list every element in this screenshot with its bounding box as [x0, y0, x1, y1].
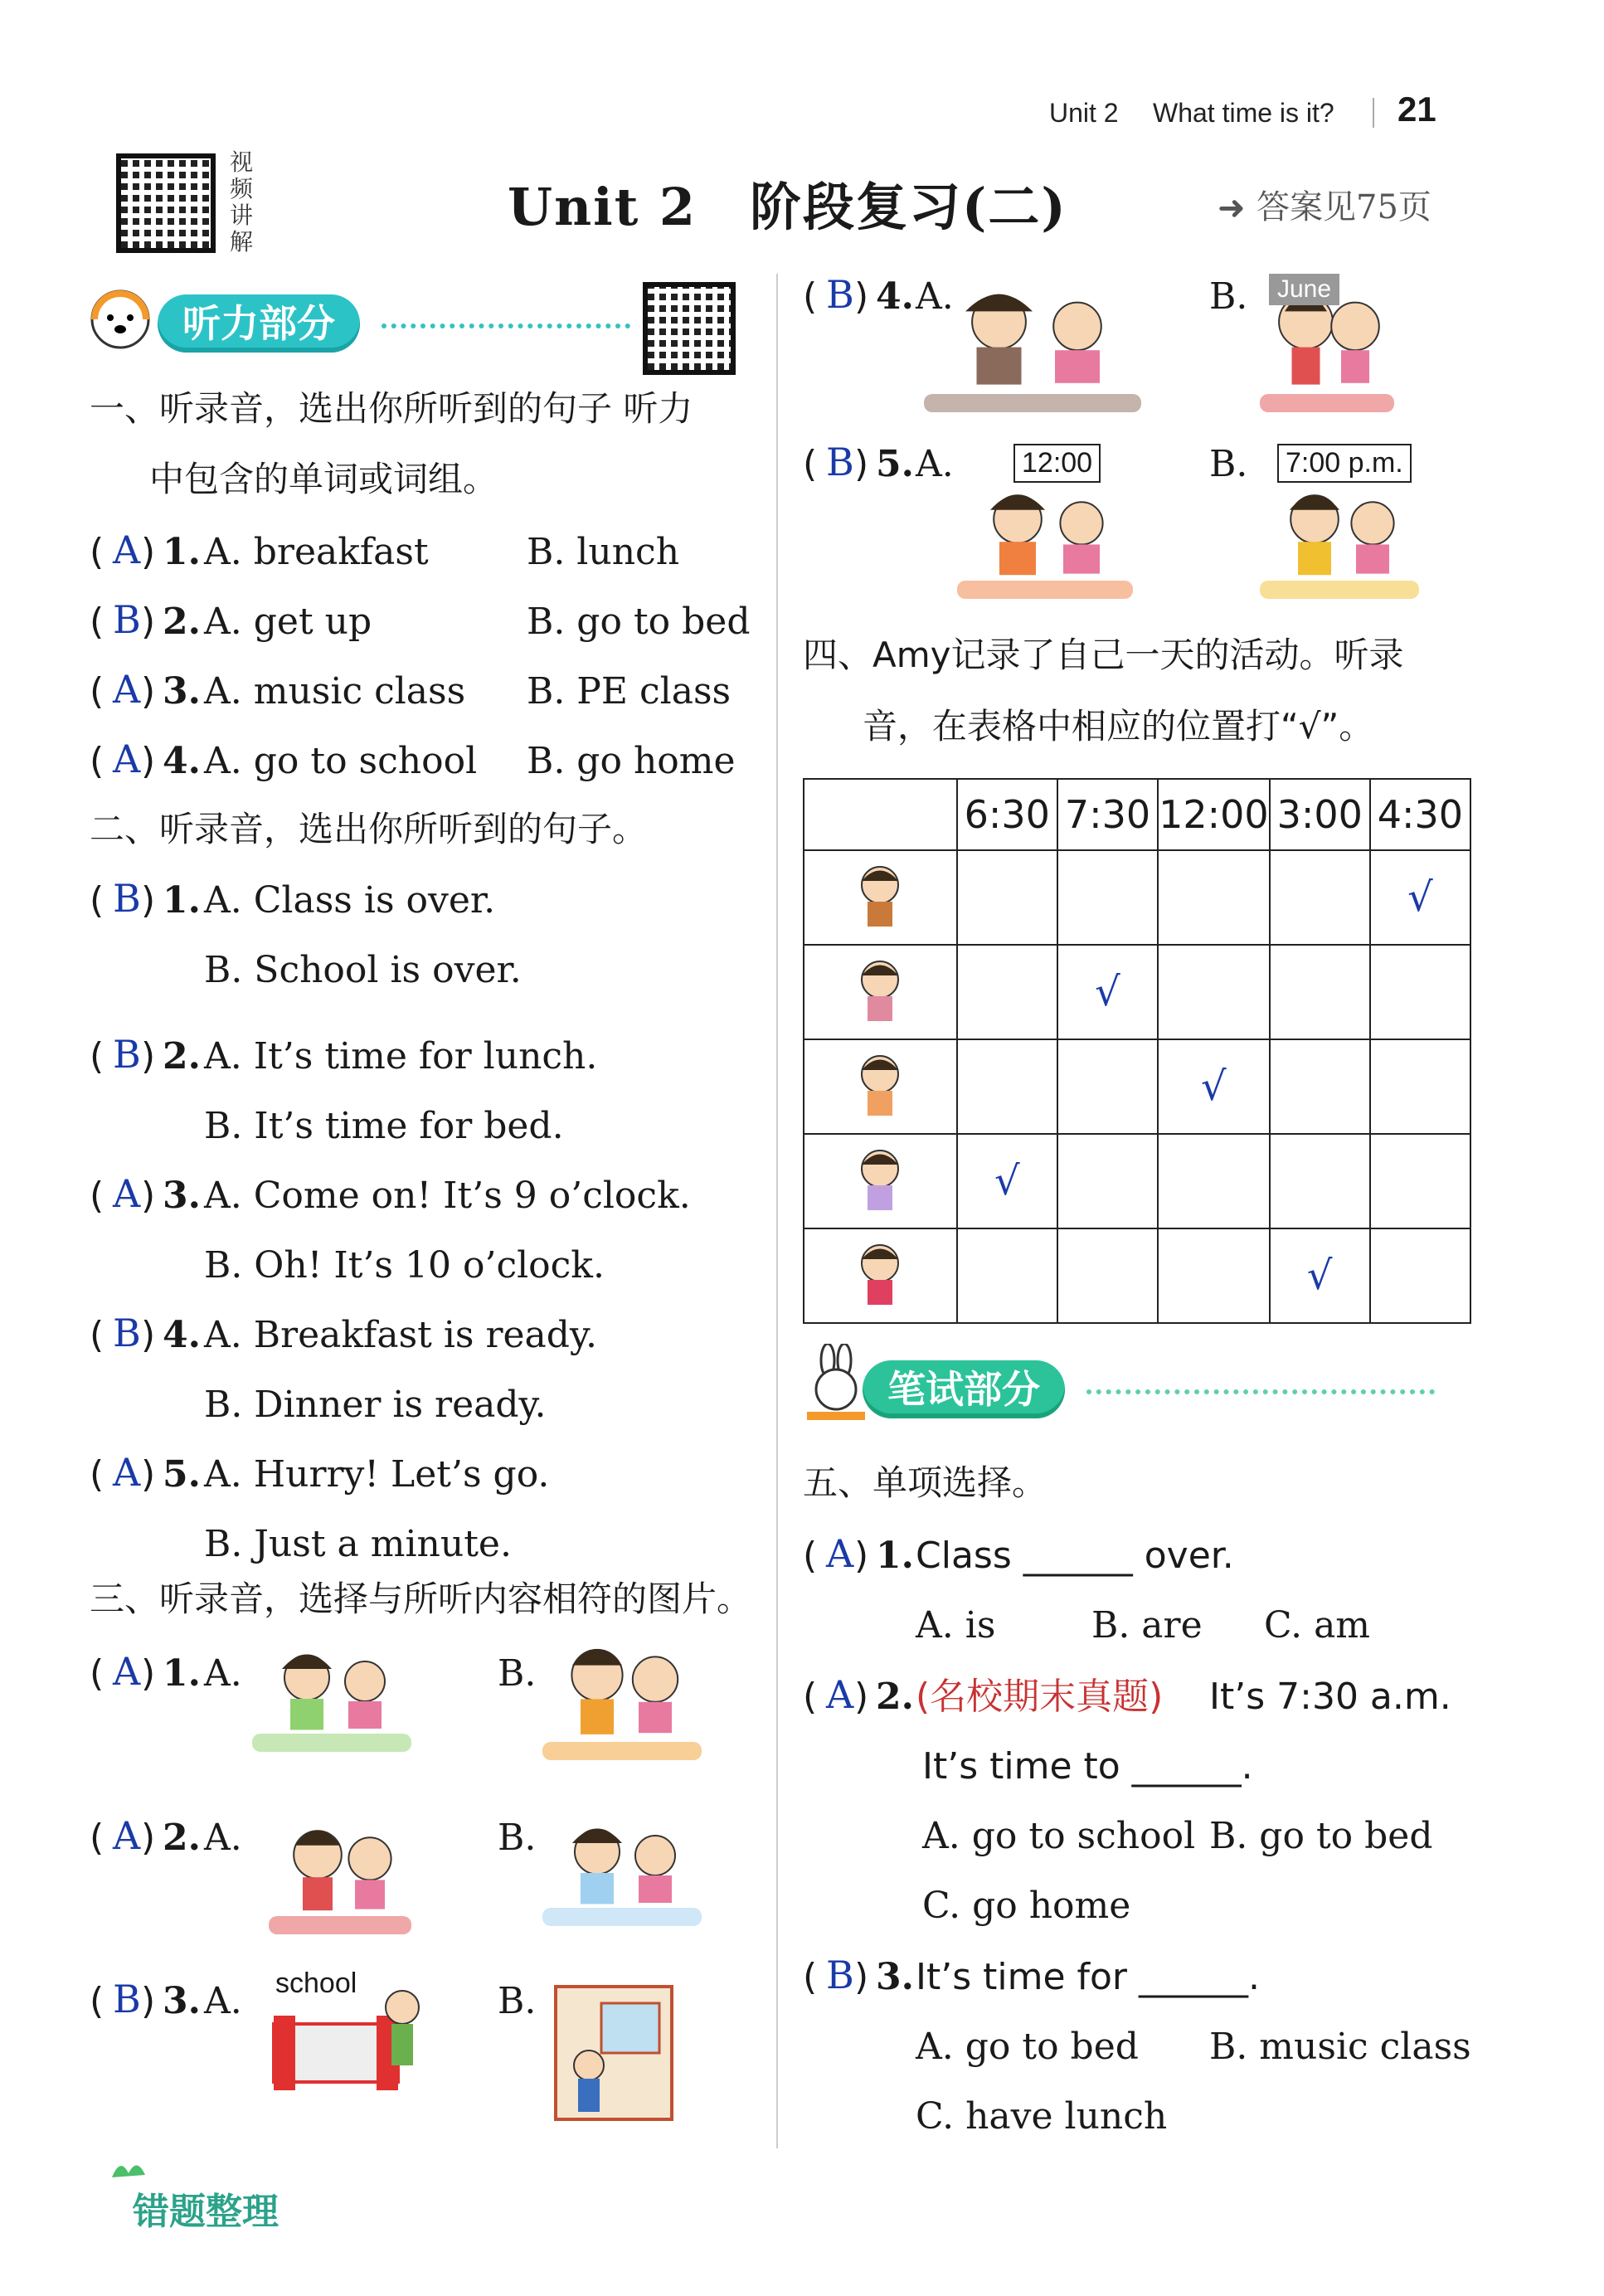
- schedule-time-header: 7:30: [1057, 779, 1158, 850]
- sec5-q1-option-b: B. are: [1091, 1604, 1203, 1647]
- schedule-cell[interactable]: [1370, 1134, 1470, 1228]
- sec2-answer: A: [113, 1171, 141, 1216]
- sec5-answer: B: [826, 1953, 854, 1997]
- sec5-q1-option-c: C. am: [1264, 1604, 1371, 1647]
- schedule-cell[interactable]: [1370, 945, 1470, 1039]
- section-dots: [382, 323, 630, 328]
- sec1-answer: B: [113, 597, 141, 642]
- sec5-q1-option-a: A. is: [916, 1604, 996, 1647]
- schedule-cell[interactable]: [957, 945, 1057, 1039]
- sec3-option-b: B.: [498, 1652, 537, 1695]
- sec3-answer: B: [113, 1977, 141, 2021]
- sec3-number: 4.: [876, 275, 914, 318]
- sec1-title-line2: 中包含的单词或词组。: [149, 459, 498, 499]
- schedule-cell[interactable]: [1057, 1228, 1158, 1323]
- activity-picture-cell: [804, 1228, 957, 1323]
- sec2-paren-open: (: [90, 1314, 105, 1356]
- picture-girls-dancing: [249, 1634, 415, 1758]
- sec5-paren-close: ): [854, 1535, 869, 1577]
- sec5-q1-text: Class ______ over.: [916, 1535, 1234, 1577]
- sec5-title: 五、单项选择。: [803, 1462, 1047, 1503]
- sec1-title: 一、听录音，选出你所听到的句子 听力: [90, 388, 693, 429]
- sec2-paren-close: ): [141, 1175, 156, 1217]
- sec2-title: 二、听录音，选出你所听到的句子。: [90, 809, 648, 849]
- activity-picture: [830, 856, 930, 931]
- school-label: school: [275, 1968, 357, 1999]
- activity-picture: [830, 1140, 930, 1214]
- sec2-option-b: B. It’s time for bed.: [204, 1105, 564, 1147]
- sec5-q3-option-c: C. have lunch: [916, 2095, 1168, 2138]
- sec1-option-b: B. lunch: [527, 531, 680, 573]
- sec1-paren-open: (: [90, 670, 105, 713]
- sec3-option-b: B.: [1209, 275, 1248, 318]
- sec2-paren-close: ): [141, 1035, 156, 1077]
- arrow-right-icon: ➜: [1218, 189, 1246, 227]
- sec5-q2-tag: (名校期末真题): [916, 1676, 1164, 1718]
- sec3-answer: A: [113, 1813, 141, 1858]
- running-header-topic: What time is it?: [1153, 98, 1334, 128]
- schedule-cell[interactable]: [1370, 1039, 1470, 1134]
- sec1-number: 3.: [163, 670, 201, 713]
- sec1-paren-close: ): [141, 740, 156, 782]
- sec3-title: 三、听录音，选择与所听内容相符的图片。: [90, 1578, 752, 1619]
- footer-label: 错题整理: [133, 2191, 279, 2233]
- schedule-cell[interactable]: [1270, 945, 1370, 1039]
- sec5-q2-option-a: A. go to school: [922, 1815, 1196, 1857]
- schedule-cell[interactable]: [1370, 1228, 1470, 1323]
- sec3-number: 5.: [876, 443, 914, 485]
- schedule-cell[interactable]: [957, 850, 1057, 945]
- picture-lunch-table: [954, 473, 1136, 606]
- sec5-q2-option-b: B. go to bed: [1209, 1815, 1433, 1857]
- schedule-cell[interactable]: [1057, 1039, 1158, 1134]
- answer-reference: 答案见75页: [1256, 188, 1431, 226]
- sec2-number: 4.: [163, 1314, 201, 1356]
- sec2-paren-open: (: [90, 1175, 105, 1217]
- activity-picture: [830, 1234, 930, 1309]
- sec3-number: 1.: [163, 1652, 201, 1695]
- schedule-cell[interactable]: [1158, 850, 1270, 945]
- clock-label-a: 12:00: [1013, 444, 1101, 483]
- sec5-q2-option-c: C. go home: [922, 1885, 1131, 1927]
- sec1-option-a: A. go to school: [204, 740, 478, 782]
- sec2-answer: B: [113, 876, 141, 921]
- schedule-cell[interactable]: [1057, 945, 1158, 1039]
- sec5-paren-open: (: [803, 1956, 818, 1998]
- picture-boy-sleeping: [539, 1808, 705, 1933]
- page-number: 21: [1397, 90, 1436, 129]
- schedule-cell[interactable]: [1270, 1228, 1370, 1323]
- sec3-option-a: A.: [204, 1817, 242, 1859]
- sec5-paren-open: (: [803, 1676, 818, 1718]
- sec3-number: 2.: [163, 1817, 201, 1859]
- sec1-paren-close: ): [141, 601, 156, 643]
- check-mark: √: [1306, 1253, 1333, 1299]
- qr-code-icon[interactable]: [116, 153, 216, 253]
- sec2-number: 2.: [163, 1035, 201, 1077]
- running-header-unit: Unit 2: [1049, 98, 1119, 128]
- sec1-answer: A: [113, 528, 141, 572]
- sec2-answer: B: [113, 1311, 141, 1355]
- sec2-number: 3.: [163, 1175, 201, 1217]
- sec1-paren-open: (: [90, 601, 105, 643]
- activity-picture-cell: [804, 850, 957, 945]
- sec2-paren-close: ): [141, 1314, 156, 1356]
- sec3-paren-close: ): [141, 1980, 156, 2022]
- sec3-paren-close: ): [141, 1817, 156, 1859]
- sec5-number: 2.: [876, 1676, 914, 1718]
- sec1-option-b: B. go home: [527, 740, 736, 782]
- sec3-option-b: B.: [498, 1817, 537, 1859]
- sec3-paren-open: (: [90, 1652, 105, 1695]
- sec5-q3-text: It’s time for ______.: [916, 1956, 1260, 1998]
- schedule-cell[interactable]: [957, 1134, 1057, 1228]
- schedule-cell[interactable]: [1158, 1228, 1270, 1323]
- sec5-paren-close: ): [854, 1956, 869, 1998]
- sec3-option-a: A.: [204, 1980, 242, 2022]
- schedule-time-header: 12:00: [1158, 779, 1270, 850]
- schedule-cell[interactable]: [1270, 850, 1370, 945]
- picture-piano-class: [921, 270, 1145, 419]
- schedule-header-row: [804, 779, 1470, 850]
- sec1-option-a: A. music class: [204, 670, 466, 713]
- sec2-paren-open: (: [90, 1035, 105, 1077]
- picture-music-class: [539, 1626, 705, 1767]
- sec1-paren-open: (: [90, 531, 105, 573]
- sec3-answer: B: [826, 272, 854, 317]
- activity-picture-cell: [804, 945, 957, 1039]
- headphone-dog-icon: [83, 278, 158, 361]
- sec1-answer: A: [113, 667, 141, 712]
- schedule-cell[interactable]: [1270, 1039, 1370, 1134]
- sec3-answer: B: [826, 440, 854, 484]
- qr-code-listening-icon[interactable]: [643, 282, 736, 375]
- sec3-paren-close: ): [854, 443, 869, 485]
- sec3-paren-close: ): [141, 1652, 156, 1695]
- sec3-option-a: A.: [916, 275, 954, 318]
- sec5-q2-text: It’s 7:30 a.m.: [1209, 1676, 1451, 1718]
- sec3-number: 3.: [163, 1980, 201, 2022]
- section-dots-2: [1086, 1389, 1435, 1394]
- schedule-cell[interactable]: [957, 1228, 1057, 1323]
- sec3-paren-open: (: [90, 1817, 105, 1859]
- writing-section-badge: 笔试部分: [863, 1360, 1065, 1418]
- rabbit-pencil-icon: [803, 1344, 869, 1427]
- schedule-row: [804, 850, 1470, 945]
- sec5-paren-close: ): [854, 1676, 869, 1718]
- schedule-row: [804, 945, 1470, 1039]
- sec1-option-a: A. breakfast: [204, 531, 429, 573]
- sec3-option-a: A.: [204, 1652, 242, 1695]
- sec2-option-a: A. Breakfast is ready.: [204, 1314, 597, 1356]
- schedule-row: [804, 1228, 1470, 1323]
- leaf-icon: [108, 2157, 149, 2182]
- activity-picture-cell: [804, 1134, 957, 1228]
- sec2-number: 5.: [163, 1453, 201, 1496]
- check-mark: √: [994, 1158, 1020, 1204]
- sec2-paren-close: ): [141, 879, 156, 922]
- picture-dinner-table: [1256, 473, 1422, 606]
- schedule-corner-cell: [804, 779, 957, 850]
- column-divider: [776, 274, 778, 2148]
- activity-picture-cell: [804, 1039, 957, 1134]
- sec1-answer: A: [113, 737, 141, 781]
- schedule-cell[interactable]: [1370, 850, 1470, 945]
- picture-home-door: [552, 1982, 676, 2123]
- sec2-option-b: B. Oh! It’s 10 o’clock.: [204, 1244, 605, 1287]
- june-calendar-label: June: [1269, 274, 1339, 305]
- sec4-title: 四、Amy记录了自己一天的活动。听录: [803, 635, 1404, 675]
- sec2-option-b: B. School is over.: [204, 949, 522, 991]
- sec5-q2-line2: It’s time to ______.: [922, 1745, 1253, 1788]
- activity-picture: [830, 951, 930, 1025]
- sec3-paren-open: (: [803, 443, 818, 485]
- sec1-option-b: B. go to bed: [527, 601, 751, 643]
- sec1-number: 1.: [163, 531, 201, 573]
- sec2-option-a: A. Hurry! Let’s go.: [204, 1453, 550, 1496]
- schedule-row: [804, 1134, 1470, 1228]
- schedule-cell[interactable]: [1270, 1134, 1370, 1228]
- sec2-option-a: A. Come on! It’s 9 o’clock.: [204, 1175, 691, 1217]
- schedule-row: [804, 1039, 1470, 1134]
- sec3-option-a: A.: [916, 443, 954, 485]
- sec2-paren-open: (: [90, 1453, 105, 1496]
- sec2-paren-close: ): [141, 1453, 156, 1496]
- sec2-option-a: A. It’s time for lunch.: [204, 1035, 598, 1077]
- sec2-option-b: B. Dinner is ready.: [204, 1384, 547, 1426]
- sec1-option-a: A. get up: [204, 601, 372, 643]
- picture-boy-getting-up: [265, 1808, 415, 1941]
- sec2-option-a: A. Class is over.: [204, 879, 496, 922]
- schedule-time-header: 6:30: [957, 779, 1057, 850]
- check-mark: √: [1407, 874, 1433, 921]
- page-title: Unit 2 阶段复习(二): [508, 177, 1067, 237]
- sec2-paren-open: (: [90, 879, 105, 922]
- sec1-paren-close: ): [141, 531, 156, 573]
- sec3-option-b: B.: [498, 1980, 537, 2022]
- sec2-number: 1.: [163, 879, 201, 922]
- sec3-answer: A: [113, 1649, 141, 1694]
- schedule-cell[interactable]: [1057, 1134, 1158, 1228]
- sec2-answer: B: [113, 1032, 141, 1077]
- sec3-paren-open: (: [803, 275, 818, 318]
- check-mark: √: [1095, 969, 1120, 1015]
- sec3-paren-open: (: [90, 1980, 105, 2022]
- video-label: 视频讲解: [230, 148, 254, 255]
- sec1-option-b: B. PE class: [527, 670, 732, 713]
- sec4-title-line2: 音，在表格中相应的位置打“√”。: [863, 706, 1374, 747]
- schedule-cell[interactable]: [1158, 1134, 1270, 1228]
- sec5-paren-open: (: [803, 1535, 818, 1577]
- listening-section-badge: 听力部分: [158, 294, 360, 353]
- schedule-cell[interactable]: [957, 1039, 1057, 1134]
- check-mark: √: [1201, 1063, 1227, 1110]
- schedule-time-header: 3:00: [1270, 779, 1370, 850]
- sec5-q3-option-b: B. music class: [1209, 2026, 1471, 2068]
- schedule-cell[interactable]: [1158, 945, 1270, 1039]
- sec2-answer: A: [113, 1450, 141, 1495]
- sec5-number: 1.: [876, 1535, 914, 1577]
- clock-label-b: 7:00 p.m.: [1277, 444, 1412, 483]
- sec1-number: 4.: [163, 740, 201, 782]
- schedule-time-header: 4:30: [1370, 779, 1470, 850]
- sec1-paren-close: ): [141, 670, 156, 713]
- sec3-paren-close: ): [854, 275, 869, 318]
- header-divider: [1373, 98, 1374, 128]
- schedule-cell[interactable]: [1158, 1039, 1270, 1134]
- sec5-q3-option-a: A. go to bed: [916, 2026, 1139, 2068]
- sec3-option-b: B.: [1209, 443, 1248, 485]
- sec5-answer: A: [826, 1672, 854, 1717]
- sec5-answer: A: [826, 1531, 854, 1576]
- activity-picture: [830, 1045, 930, 1120]
- sec2-option-b: B. Just a minute.: [204, 1523, 512, 1565]
- schedule-cell[interactable]: [1057, 850, 1158, 945]
- sec1-number: 2.: [163, 601, 201, 643]
- sec5-number: 3.: [876, 1956, 914, 1998]
- sec1-paren-open: (: [90, 740, 105, 782]
- schedule-table: [803, 778, 1471, 1324]
